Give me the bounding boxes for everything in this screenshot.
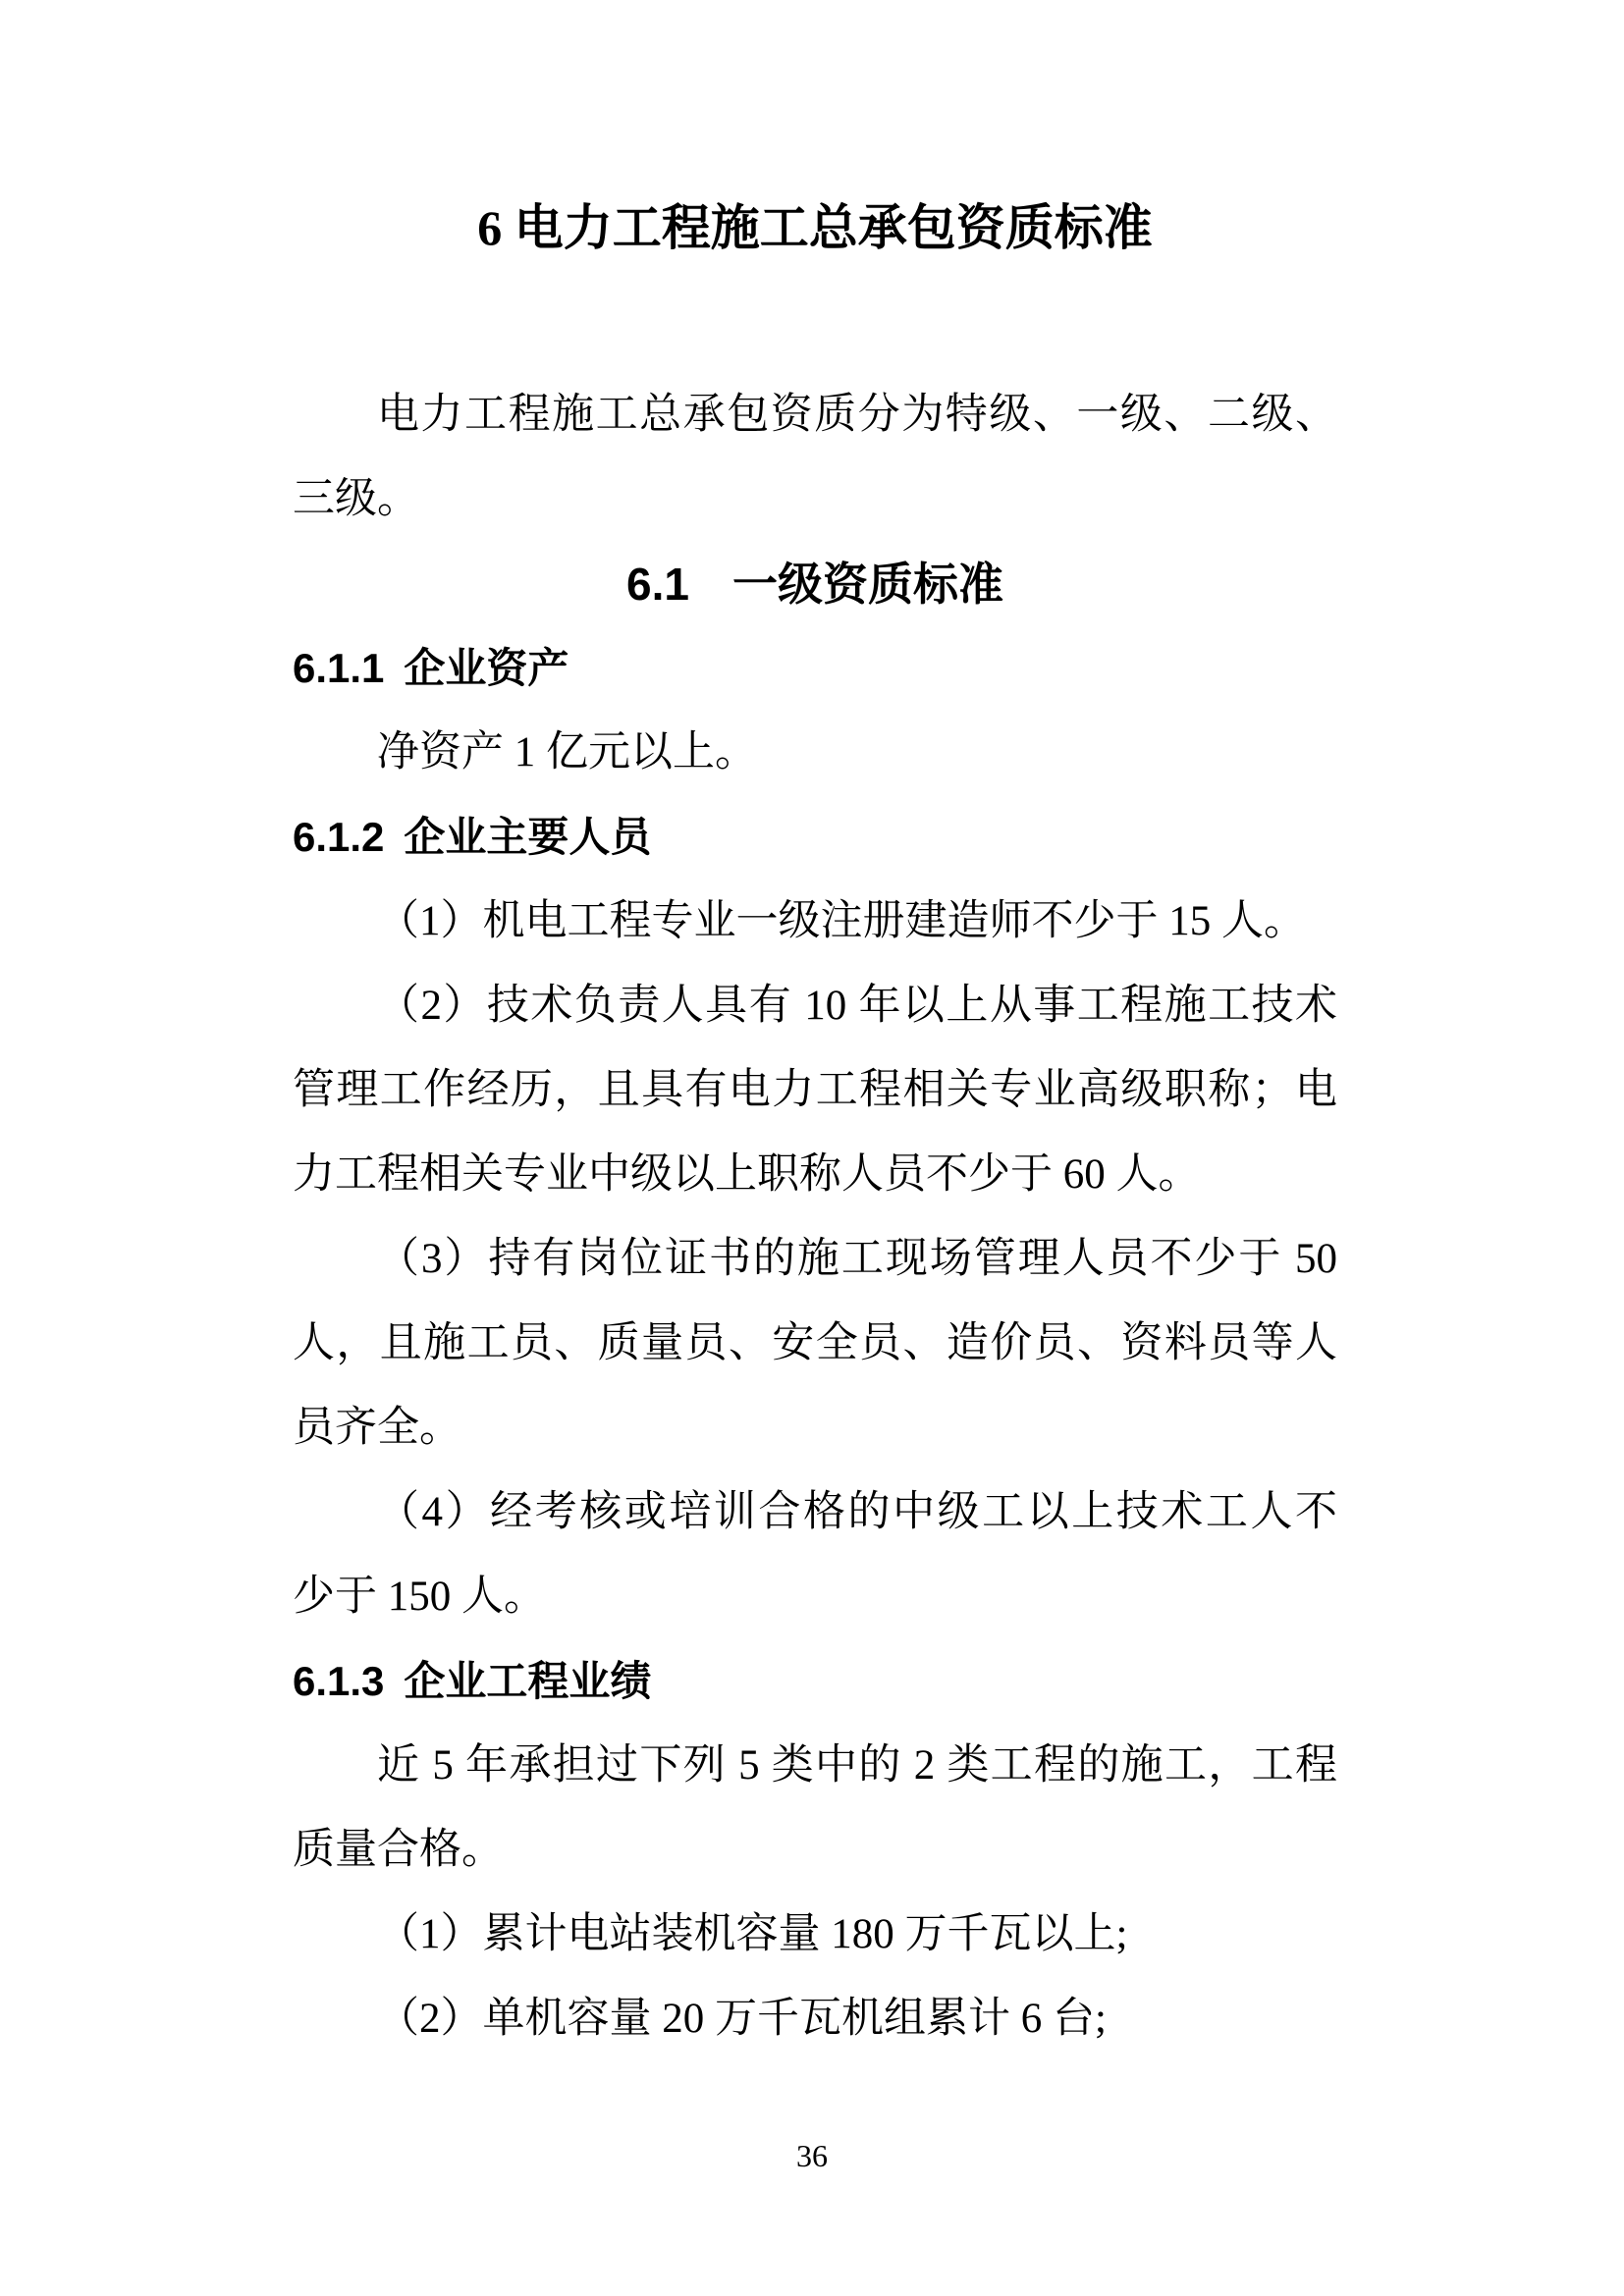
intro-line: 电力工程施工总承包资质分为特级、一级、二级、 [377, 392, 1337, 438]
subsection-title: 企业主要人员 [404, 814, 652, 860]
subsection-number: 6.1.3 [293, 1658, 385, 1704]
paragraph-line: （3）持有岗位证书的施工现场管理人员不少于 50 [377, 1236, 1337, 1282]
paragraph-line: （2）技术负责人具有 10 年以上从事工程施工技术 [377, 983, 1337, 1029]
subsection-title: 企业工程业绩 [404, 1658, 652, 1704]
paragraph-line: 力工程相关专业中级以上职称人员不少于 60 人。 [293, 1151, 1201, 1198]
paragraph-line: （4）经考核或培训合格的中级工以上技术工人不 [377, 1489, 1337, 1535]
subsection-title: 企业资产 [404, 645, 569, 691]
paragraph-line: （2）单机容量 20 万千瓦机组累计 6 台; [377, 1996, 1107, 2042]
document-body [293, 373, 1337, 2061]
subsection-heading-6-1-3 [293, 1639, 1337, 1724]
document-title: 6 电力工程施工总承包资质标准 [477, 200, 1153, 255]
paragraph-line: 净资产 1 亿元以上。 [377, 729, 757, 775]
subsection-number: 6.1.2 [293, 814, 385, 860]
section-title: 一级资质标准 [731, 559, 1003, 610]
section-heading-6-1 [293, 542, 1337, 626]
paragraph-line: 少于 150 人。 [293, 1574, 546, 1620]
section-number: 6.1 [626, 559, 689, 610]
paragraph-line: 员齐全。 [293, 1405, 461, 1451]
paragraph-line: 近 5 年承担过下列 5 类中的 2 类工程的施工，工程 [377, 1742, 1337, 1789]
paragraph-line: 管理工作经历，且具有电力工程相关专业高级职称；电 [293, 1067, 1337, 1113]
subsection-heading-6-1-1 [293, 626, 1337, 711]
intro-line: 三级。 [293, 476, 419, 522]
subsection-heading-6-1-2 [293, 795, 1337, 880]
paragraph-line: （1）累计电站装机容量 180 万千瓦以上; [377, 1911, 1128, 1957]
paragraph-line: （1）机电工程专业一级注册建造师不少于 15 人。 [377, 898, 1306, 944]
page-number: 36 [796, 2138, 828, 2173]
paragraph-line: 人，且施工员、质量员、安全员、造价员、资料员等人 [293, 1320, 1337, 1366]
subsection-number: 6.1.1 [293, 645, 385, 691]
paragraph-line: 质量合格。 [293, 1827, 504, 1873]
